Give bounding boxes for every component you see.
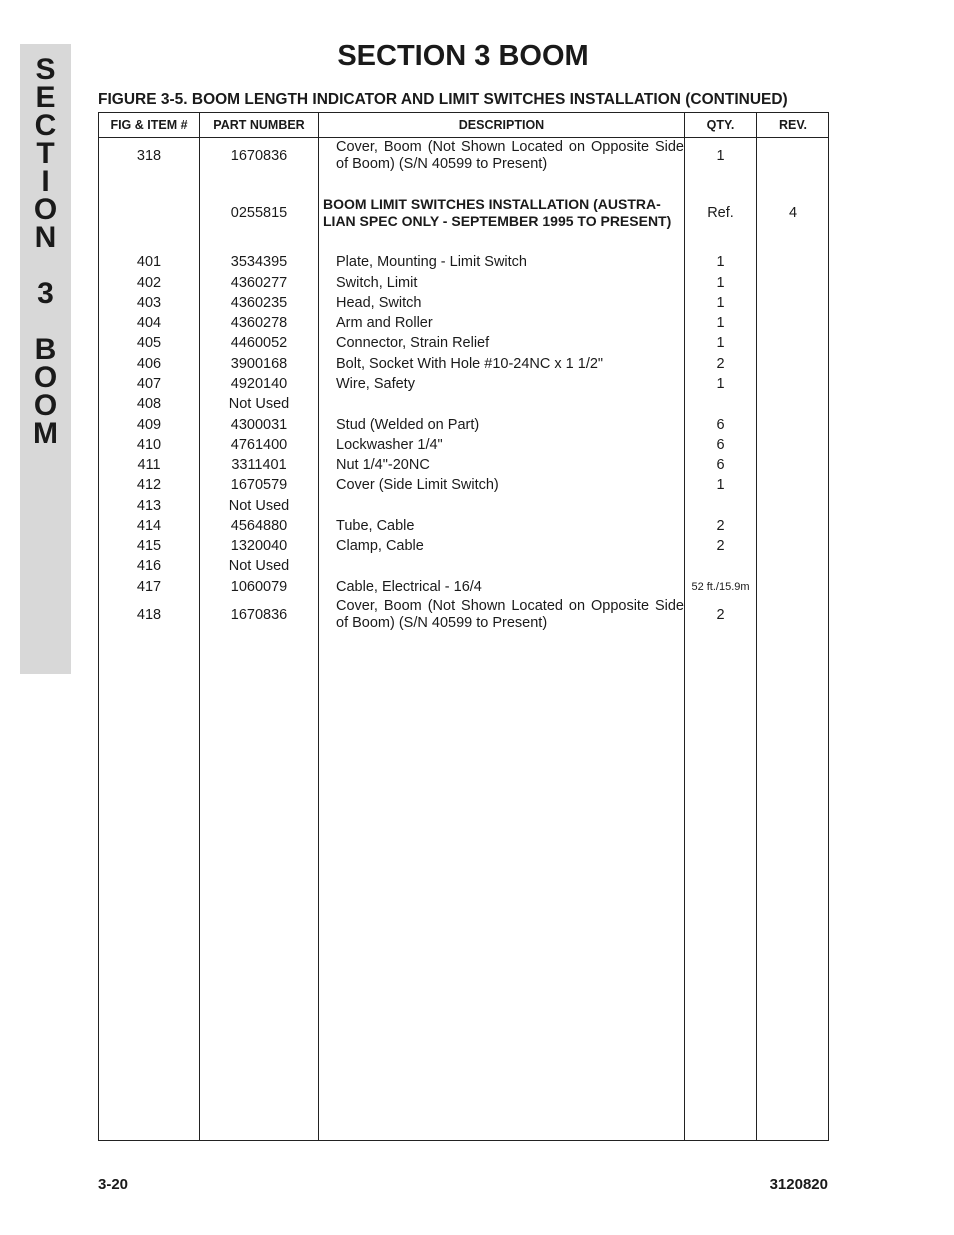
header-qty: QTY.: [706, 118, 735, 132]
fig-item-cell: 402: [136, 275, 162, 291]
part-number-cell: 1670836: [230, 607, 288, 623]
part-number-cell: Not Used: [228, 396, 290, 412]
fig-item-cell: 407: [136, 376, 162, 392]
header-rev: REV.: [778, 118, 808, 132]
fig-item-cell: 418: [136, 607, 162, 623]
side-tab-letter: O: [33, 389, 58, 422]
description-text: Cover, Boom (Not Shown Located on Opposite Side of Boom) (S/N 40599 to Present): [336, 139, 684, 172]
part-number-cell: 0255815: [230, 205, 288, 221]
qty-cell: 2: [716, 518, 725, 534]
rev-cell: [757, 252, 829, 272]
rev-cell: [757, 556, 829, 576]
fig-item-cell: 408: [136, 396, 162, 412]
qty-cell: 1: [716, 477, 725, 493]
part-number-cell: Not Used: [228, 498, 290, 514]
rev-cell: 4: [788, 205, 798, 221]
fig-item-cell: 413: [136, 498, 162, 514]
description-cell: [320, 556, 684, 576]
description-cell: Wire, Safety: [336, 376, 415, 392]
rev-cell: [757, 139, 829, 173]
rev-cell: [757, 415, 829, 435]
fig-item-cell: 416: [136, 558, 162, 574]
table-row: [99, 195, 828, 231]
table-row: [99, 252, 828, 272]
rev-cell: [757, 435, 829, 455]
side-tab-letter: O: [33, 361, 58, 394]
rev-cell: [757, 293, 829, 313]
description-cell: Connector, Strain Relief: [336, 335, 490, 351]
qty-cell: 2: [716, 538, 725, 554]
description-cell: [320, 139, 684, 173]
table-row: [99, 374, 828, 394]
qty-cell: [685, 496, 756, 516]
rev-cell: [757, 313, 829, 333]
page-title: SECTION 3 BOOM: [337, 40, 589, 72]
fig-item-cell: 414: [136, 518, 162, 534]
fig-item-cell: 410: [136, 437, 162, 453]
part-number-cell: 4564880: [230, 518, 288, 534]
description-cell: Clamp, Cable: [336, 538, 424, 554]
side-tab-letter: 3: [37, 277, 54, 310]
part-number-cell: 4300031: [230, 417, 288, 433]
qty-cell: 52 ft./15.9m: [691, 581, 750, 593]
qty-cell: 6: [716, 457, 725, 473]
description-text: Cover, Boom (Not Shown Located on Opposite Side of Boom) (S/N 40599 to Present): [336, 598, 684, 631]
fig-item-cell: 404: [136, 315, 162, 331]
description-cell: Lockwasher 1/4": [336, 437, 443, 453]
description-cell: Nut 1/4"-20NC: [336, 457, 430, 473]
rev-cell: [757, 536, 829, 556]
fig-item-cell: 417: [136, 579, 162, 595]
table-row: [99, 475, 828, 495]
table-row: [99, 139, 828, 173]
qty-cell: 2: [716, 356, 725, 372]
description-cell: Cover (Side Limit Switch): [336, 477, 499, 493]
fig-item-cell: 415: [136, 538, 162, 554]
side-tab-letter: C: [34, 109, 57, 142]
rev-cell: [757, 333, 829, 353]
side-tab-letter: E: [35, 81, 56, 114]
rev-cell: [757, 516, 829, 536]
part-number-cell: 4360277: [230, 275, 288, 291]
rev-cell: [757, 496, 829, 516]
table-row: [99, 598, 828, 632]
fig-item-cell: 411: [137, 457, 161, 473]
part-number-cell: 4360278: [230, 315, 288, 331]
side-tab-letter: S: [35, 53, 56, 86]
qty-cell: 1: [716, 315, 725, 331]
description-text: BOOM LIMIT SWITCHES INSTALLATION (AUSTRA-LIAN SPEC ONLY - SEPTEMBER 1995 TO PRESENT): [323, 196, 672, 229]
page-number: 3-20: [98, 1176, 129, 1193]
description-cell: [320, 496, 684, 516]
table-row: [99, 313, 828, 333]
table-row: [99, 435, 828, 455]
side-tab-letter: N: [34, 221, 57, 254]
part-number-cell: 3534395: [230, 254, 288, 270]
header-fig-item: FIG & ITEM #: [110, 118, 188, 132]
table-row: [99, 273, 828, 293]
description-cell: [320, 598, 684, 632]
part-number-cell: 4761400: [230, 437, 288, 453]
table-row: [99, 354, 828, 374]
rev-cell: [757, 475, 829, 495]
table-row: [99, 394, 828, 414]
side-tab-letter: T: [36, 137, 55, 170]
figure-title: FIGURE 3-5. BOOM LENGTH INDICATOR AND LIMIT SWITCHES INSTALLATION (CONTINUED): [98, 91, 788, 108]
table-row: [99, 415, 828, 435]
description-cell: [320, 394, 684, 414]
fig-item-cell: 409: [136, 417, 162, 433]
table-row: [99, 577, 828, 597]
description-cell: Head, Switch: [336, 295, 422, 311]
fig-item-cell: 406: [136, 356, 162, 372]
rev-cell: [757, 374, 829, 394]
qty-cell: 2: [716, 607, 725, 623]
qty-cell: 1: [716, 148, 725, 164]
qty-cell: 1: [716, 254, 725, 270]
parts-table: [98, 112, 829, 1141]
qty-cell: 1: [716, 295, 725, 311]
side-tab-letter: O: [33, 193, 58, 226]
part-number-cell: 1670836: [230, 148, 288, 164]
qty-cell: [685, 556, 756, 576]
fig-item-cell: 318: [136, 148, 162, 164]
qty-cell: 1: [716, 335, 725, 351]
header-description: DESCRIPTION: [458, 118, 545, 132]
description-cell: Arm and Roller: [336, 315, 433, 331]
fig-item-cell: [99, 195, 199, 231]
header-part-number: PART NUMBER: [213, 118, 305, 132]
fig-item-cell: 405: [136, 335, 162, 351]
description-cell: Cable, Electrical - 16/4: [336, 579, 482, 595]
table-row: [99, 333, 828, 353]
qty-cell: Ref.: [707, 205, 734, 221]
rev-cell: [757, 354, 829, 374]
fig-item-cell: 401: [136, 254, 162, 270]
table-row: [99, 536, 828, 556]
side-tab-letter: B: [34, 333, 57, 366]
table-row: [99, 293, 828, 313]
part-number-cell: 4920140: [230, 376, 288, 392]
qty-cell: [685, 394, 756, 414]
table-row: [99, 496, 828, 516]
rev-cell: [757, 273, 829, 293]
side-tab-letter: M: [33, 417, 58, 450]
description-cell: Stud (Welded on Part): [336, 417, 480, 433]
rev-cell: [757, 455, 829, 475]
part-number-cell: 1060079: [230, 579, 288, 595]
qty-cell: 1: [716, 275, 725, 291]
description-cell: Tube, Cable: [336, 518, 415, 534]
qty-cell: 1: [716, 376, 725, 392]
rev-cell: [757, 598, 829, 632]
rev-cell: [757, 394, 829, 414]
description-cell: Plate, Mounting - Limit Switch: [336, 254, 527, 270]
section-side-tab: [20, 44, 71, 674]
fig-item-cell: 412: [136, 477, 162, 493]
qty-cell: 6: [716, 417, 725, 433]
description-cell: Bolt, Socket With Hole #10-24NC x 1 1/2": [336, 356, 604, 372]
rev-cell: [757, 577, 829, 597]
side-tab-letter: I: [41, 165, 50, 198]
part-number-cell: 4460052: [230, 335, 288, 351]
fig-item-cell: 403: [136, 295, 162, 311]
description-cell: [320, 195, 684, 231]
qty-cell: 6: [716, 437, 725, 453]
document-number: 3120820: [769, 1176, 828, 1193]
part-number-cell: 3900168: [230, 356, 288, 372]
table-row: [99, 455, 828, 475]
part-number-cell: 1670579: [230, 477, 288, 493]
table-row: [99, 556, 828, 576]
part-number-cell: Not Used: [228, 558, 290, 574]
description-cell: Switch, Limit: [336, 275, 418, 291]
part-number-cell: 4360235: [230, 295, 288, 311]
table-row: [99, 516, 828, 536]
part-number-cell: 1320040: [230, 538, 288, 554]
part-number-cell: 3311401: [231, 457, 287, 473]
